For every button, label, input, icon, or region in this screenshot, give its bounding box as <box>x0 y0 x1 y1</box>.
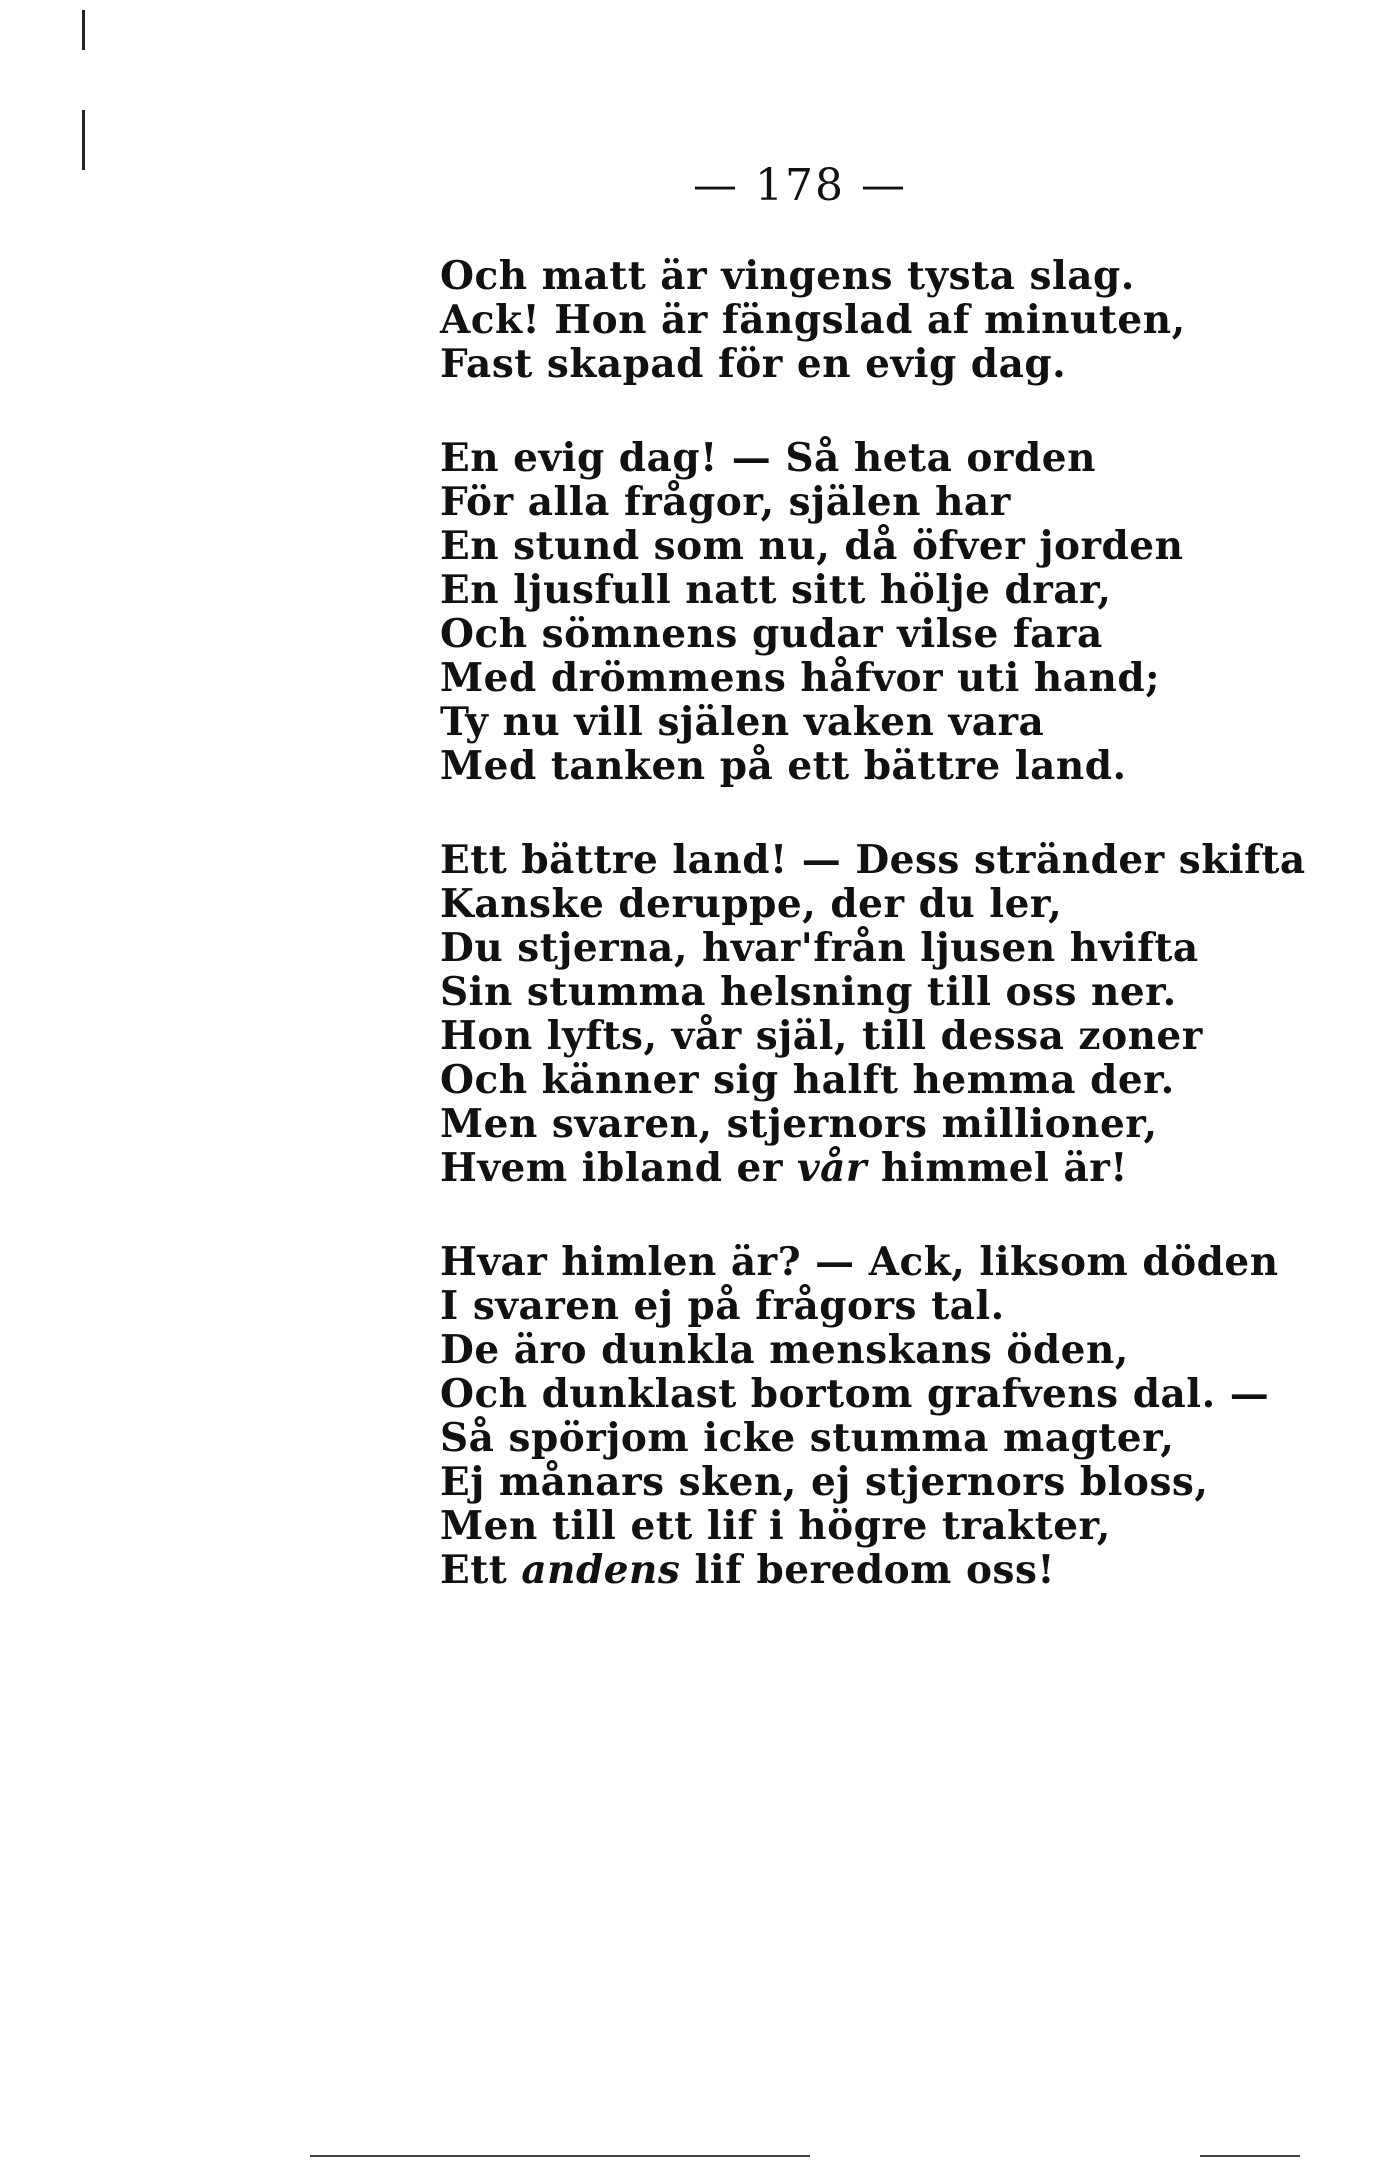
poem-line: De äro dunkla menskans öden, <box>440 1327 1129 1373</box>
poem-line: Ty nu vill själen vaken vara <box>440 699 1045 745</box>
poem-line: Hon lyfts, vår själ, till dessa zoner <box>440 1013 1203 1059</box>
poem-line-emphasis <box>440 1548 1340 1592</box>
poem-line: Men svaren, stjernors millioner, <box>440 1101 1158 1147</box>
italic-word: andens <box>521 1547 681 1593</box>
binding-edge-mark <box>82 10 85 50</box>
poem-line: Och sömnens gudar vilse fara <box>440 611 1103 657</box>
poem-line: Och matt är vingens tysta slag. <box>440 253 1135 299</box>
poem-line: Och dunklast bortom grafvens dal. — <box>440 1371 1270 1417</box>
poem-line: En stund som nu, då öfver jorden <box>440 523 1184 569</box>
page-number: — 178 — <box>693 160 907 211</box>
poem-line: Ett bättre land! — Dess stränder skifta <box>440 837 1306 883</box>
poem-line: Sin stumma helsning till oss ner. <box>440 969 1177 1015</box>
stanza-4 <box>440 1240 1340 1592</box>
poem-line: För alla frågor, själen har <box>440 479 1011 525</box>
stanza-2 <box>440 436 1340 788</box>
poem-line: Ack! Hon är fängslad af minuten, <box>440 297 1186 343</box>
stanza-1 <box>440 254 1340 386</box>
poem-line: En evig dag! — Så heta orden <box>440 435 1096 481</box>
poem-line: Men till ett lif i högre trakter, <box>440 1503 1111 1549</box>
poem-line: Kanske deruppe, der du ler, <box>440 881 1063 927</box>
line-text: Ett <box>440 1547 522 1593</box>
poem-line: Med drömmens håfvor uti hand; <box>440 655 1161 701</box>
poem-line: Ej månars sken, ej stjernors bloss, <box>440 1459 1209 1505</box>
poem-line: Och känner sig halft hemma der. <box>440 1057 1175 1103</box>
poem-line: Med tanken på ett bättre land. <box>440 743 1127 789</box>
poem-line: Fast skapad för en evig dag. <box>440 341 1067 387</box>
poem-line: En ljusfull natt sitt hölje drar, <box>440 567 1112 613</box>
poem-line: I svaren ej på frågors tal. <box>440 1283 1005 1329</box>
poem-line-emphasis <box>440 1146 1340 1190</box>
bottom-rule <box>310 2155 810 2157</box>
stanza-3 <box>440 838 1340 1190</box>
poem-line: Hvar himlen är? — Ack, liksom döden <box>440 1239 1279 1285</box>
bottom-rule <box>1200 2155 1300 2157</box>
line-text: lif beredom oss! <box>680 1547 1056 1593</box>
poem-line: Du stjerna, hvar'från ljusen hvifta <box>440 925 1199 971</box>
line-text: Hvem ibland er <box>440 1145 797 1191</box>
poem-body <box>440 254 1340 1642</box>
poem-line: Så spörjom icke stumma magter, <box>440 1415 1175 1461</box>
italic-word: vår <box>796 1145 867 1191</box>
line-text: himmel är! <box>866 1145 1128 1191</box>
